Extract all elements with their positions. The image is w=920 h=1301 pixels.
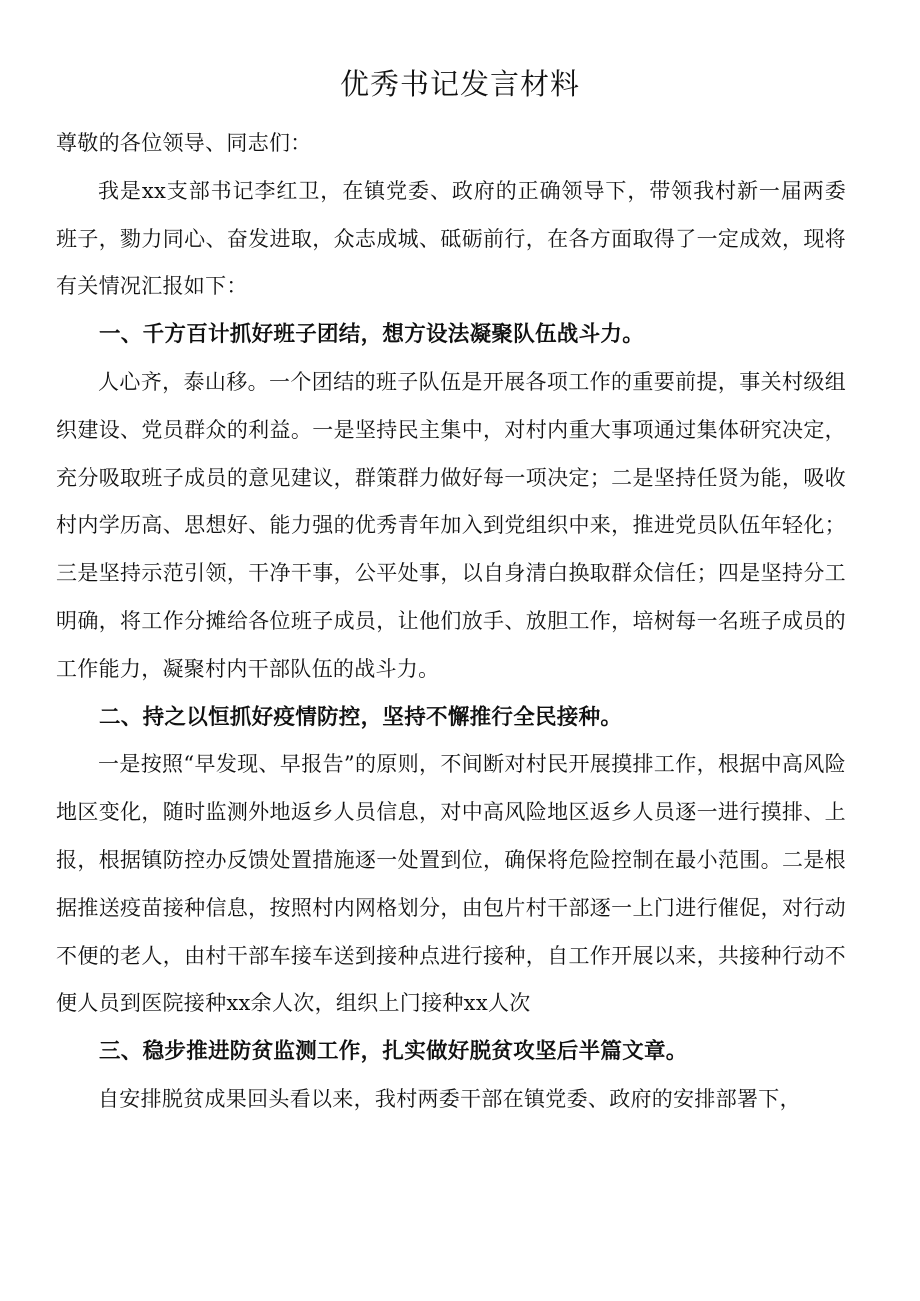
- section-heading-3: 三、稳步推进防贫监测工作，扎实做好脱贫攻坚后半篇文章。: [99, 1039, 688, 1065]
- document-body: [56, 120, 846, 1124]
- document-title: 优秀书记发言材料: [339, 67, 580, 101]
- section-heading-2: 二、持之以恒抓好疫情防控，坚持不懈推行全民接种。: [99, 704, 623, 730]
- section-paragraph-3: 自安排脱贫成果回头看以来，我村两委干部在镇党委、政府的安排部署下，: [98, 1086, 801, 1111]
- section-heading-1: 一、千方百计抓好班子团结，想方设法凝聚队伍战斗力。: [99, 322, 645, 348]
- salutation: 尊敬的各位领导、同志们：: [56, 131, 312, 155]
- section-paragraph-1: 人心齐，泰山移。一个团结的班子队伍是开展各项工作的重要前提，事关村级组织建设、党员群众的利益。一是坚持民主集中，对村内重大事项通过集体研究决定，充分吸取班子成员的意见建议，群策群力做好每一项决定；二是坚持任贤为能，吸收村内学历高、思想好、能力强的优秀青年加入到党组织中来，推进党员队伍年轻化；三是坚持示范引领，干净干事，公平处事，以自身清白换取群众信任；四是坚持分工明确，将工作分摊给各位班子成员，让他们放手、放胆工作，培树每一名班子成员的工作能力，凝聚村内干部队伍的战斗力。: [56, 369, 846, 681]
- section-paragraph-2: 一是按照“早发现、早报告”的原则，不间断对村民开展摸排工作，根据中高风险地区变化，随时监测外地返乡人员信息，对中高风险地区返乡人员逐一进行摸排、上报，根据镇防控办反馈处置措施逐一处置到位，确保将危险控制在最小范围。二是根据推送疫苗接种信息，按照村内网格划分，由包片村干部逐一上门进行催促，对行动不便的老人，由村干部车接车送到接种点进行接种，自工作开展以来，共接种行动不便人员到医院接种xx余人次，组织上门接种xx人次: [56, 752, 846, 1016]
- intro-paragraph: 我是xx支部书记李红卫，在镇党委、政府的正确领导下，带领我村新一届两委班子，勠力同心、奋发进取，众志成城、砥砺前行，在各方面取得了一定成效，现将有关情况汇报如下：: [56, 178, 846, 299]
